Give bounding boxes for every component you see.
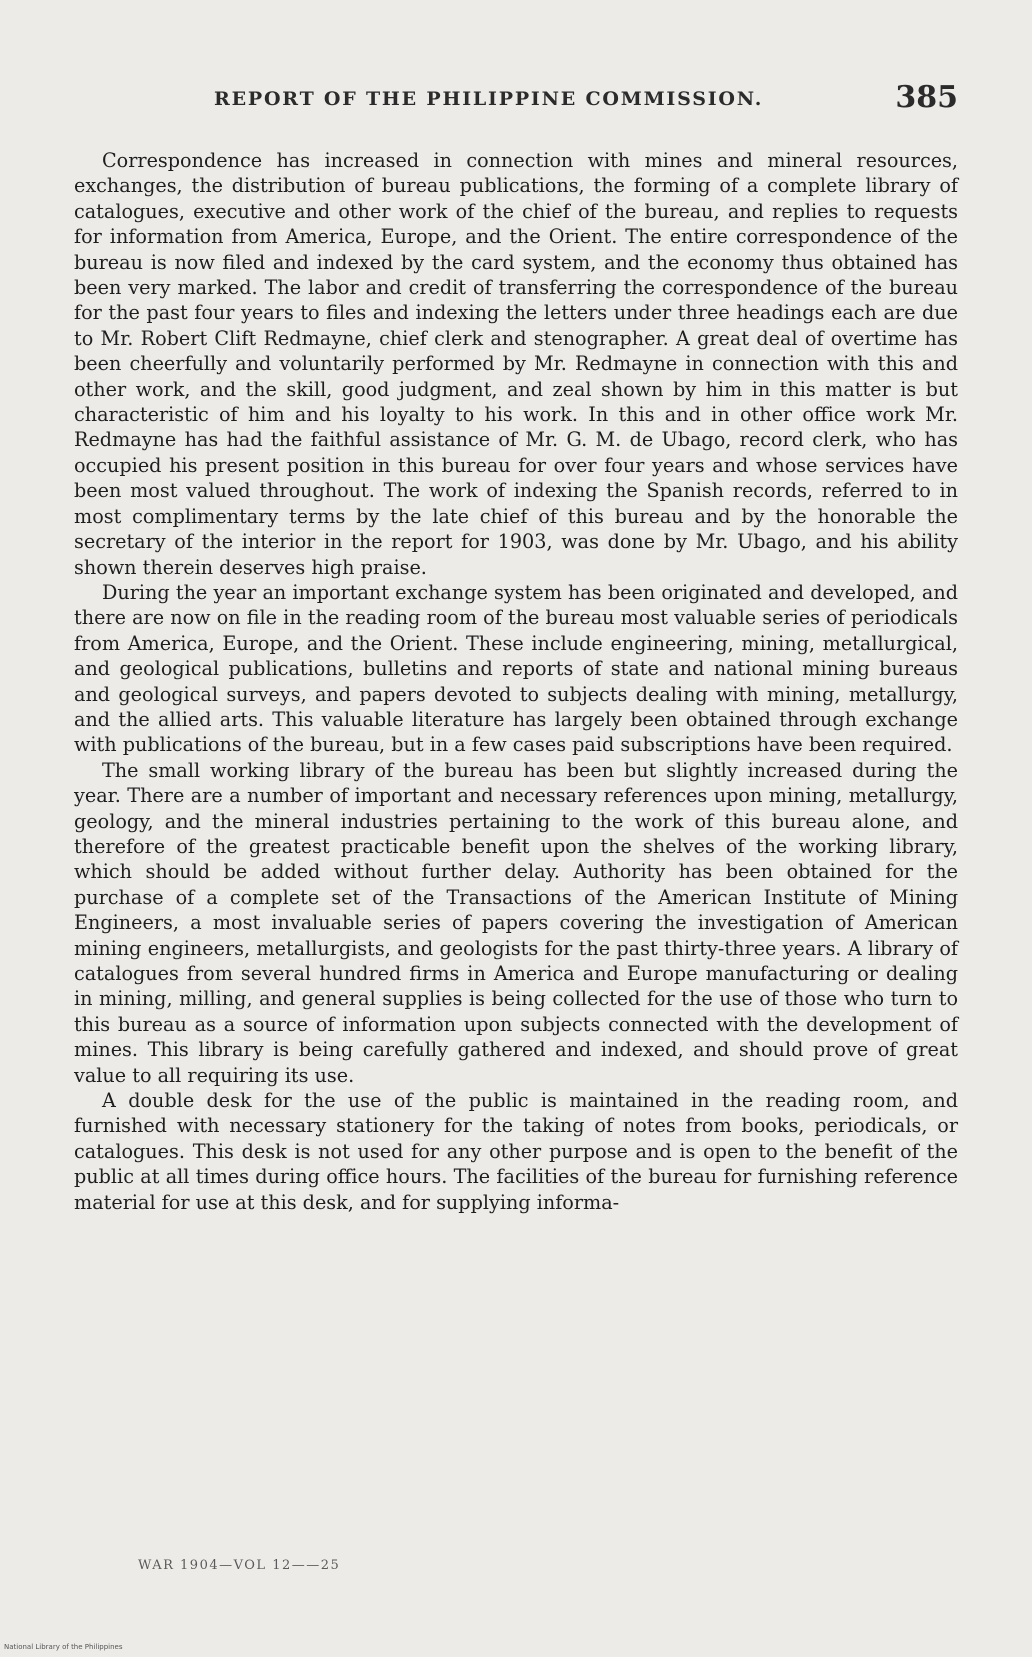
paragraph-public-desk: A double desk for the use of the public is maintained in the reading room, and furnished with necessary stationery for the taking of notes from books, periodicals, or catalogues. This desk is not used for any other purpose and is open to the benefit of the public at all times during office hours. The facilities of the bureau for furnishing reference material for use at this desk, and for supplying informa- [74,1089,958,1214]
paragraph-working-library: The small working library of the bureau has been but slightly increased during the year. There are a number of important and necessary references upon mining, metallurgy, geology, and the mineral industries pertaining to the work of this bureau alone, and therefore of the greatest practicable benefit upon the shelves of the working library, which should be added without further delay. Authority has been obtained for the purchase of a complete set of the Transactions of the American Institute of Mining Engineers, a most invaluable series of papers covering the investigation of American mining engineers, metallurgists, and geologists for the past thirty-three years. A library of catalogues from several hundred firms in America and Europe manufacturing or dealing in mining, milling, and general supplies is being collected for the use of those who turn to this bureau as a source of information upon subjects connected with the development of mines. This library is being carefully gathered and indexed, and should prove of great value to all requiring its use. [74,758,958,1087]
library-credit: National Library of the Philippines [4,1643,123,1651]
running-head [74,80,958,120]
body-text [74,148,958,1215]
paragraph-correspondence: Correspondence has increased in connection with mines and mineral resources, exchanges, the distribution of bureau publications, the forming of a complete library of catalogues, executive and other work of the chief of the bureau, and replies to requests for information from America, Europe, and the Orient. The entire correspondence of the bureau is now filed and indexed by the card system, and the economy thus obtained has been very marked. The labor and credit of transferring the correspondence of the bureau for the past four years to files and indexing the letters under three headings each are due to Mr. Robert Clift Redmayne, chief clerk and stenographer. A great deal of overtime has been cheerfully and voluntarily performed by Mr. Redmayne in connection with this and other work, and the skill, good judgment, and zeal shown by him in this matter is but characteristic of him and his loyalty to his work. In this and in other office work Mr. Redmayne has had the faithful assistance of Mr. G. M. de Ubago, record clerk, who has occupied his present position in this bureau for over four years and whose services have been most valued throughout. The work of indexing the Spanish records, referred to in most complimentary terms by the late chief of this bureau and by the honorable the secretary of the interior in the report for 1903, was done by Mr. Ubago, and his ability shown therein deserves high praise. [74,149,958,579]
page-number: 385 [895,80,958,115]
document-page [74,80,958,1215]
printer-signature: WAR 1904—VOL 12——25 [138,1558,341,1573]
running-title: REPORT OF THE PHILIPPINE COMMISSION. [214,88,764,110]
paragraph-exchange-system: During the year an important exchange system has been originated and developed, and there are now on file in the reading room of the bureau most valuable series of periodicals from America, Europe, and the Orient. These include engineering, mining, metallurgical, and geological publications, bulletins and reports of state and national mining bureaus and geological surveys, and papers devoted to subjects dealing with mining, metallurgy, and the allied arts. This valuable literature has largely been obtained through exchange with publications of the bureau, but in a few cases paid subscriptions have been required. [74,580,958,757]
